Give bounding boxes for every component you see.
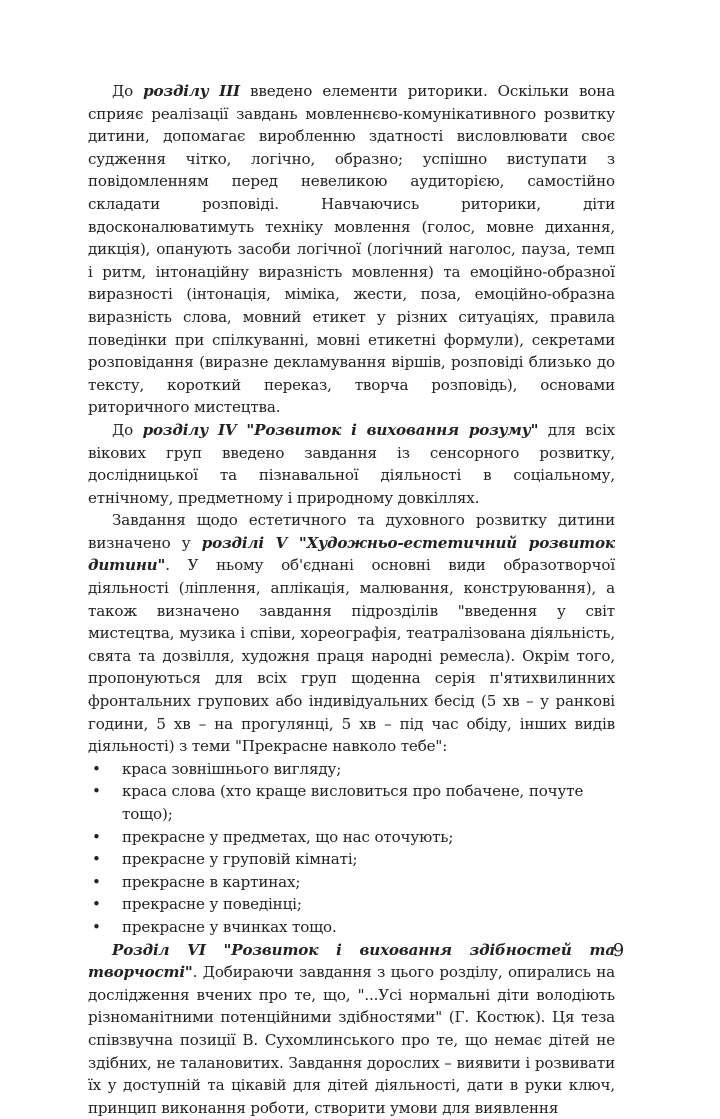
list-item: [92, 893, 615, 916]
paragraph-mind: [88, 419, 615, 509]
section-reference: розділі V "Художньо-естетичний розвиток дитини": [88, 533, 615, 575]
paragraph-rhetoric: [88, 80, 615, 419]
bullet-icon: •: [92, 782, 101, 801]
paragraph-text: введено елементи риторики. Оскільки вона сприяє реалізації завдань мовленнєво-комунікативного розвитку дитини, допомагає виробленню здатності висловлювати своє судження чітко, логічно, образно; успішно виступати з повідомленням перед невеликою аудиторією, самостійно складати розповіді. Навчаючись риторики, діти вдосконалюватимуть техніку мовлення (голос, мовне дихання, дикція), опанують засоби логічної (логічний наголос, пауза, темп і ритм, інтонаційну виразність мовлення) та емоційно-образної виразності (інтонація, міміка, жести, поза, емоційно-образна виразність слова, мовний етикет у різних ситуаціях, правила поведінки при спілкуванні, мовні етикетні формули), секретами розповідання (виразне декламування віршів, розповіді близько до тексту, короткий переказ, творча розповідь), основами риторичного мистецтва.: [88, 82, 615, 417]
paragraph-abilities: [88, 939, 615, 1119]
paragraph-text: До: [112, 420, 143, 439]
paragraph-text: До: [112, 82, 144, 100]
section-reference: розділу III: [143, 82, 240, 100]
bullet-icon: •: [92, 827, 101, 846]
list-item-text: прекрасне у груповій кімнаті;: [122, 850, 358, 869]
bullet-icon: •: [92, 917, 101, 936]
list-item-text: прекрасне в картинах;: [122, 872, 301, 891]
list-item-text: прекрасне у поведінці;: [122, 895, 302, 914]
list-item: [92, 780, 615, 825]
paragraph-text: Завдання щодо естетичного та духовного розвитку дитини визначено у: [88, 511, 615, 552]
bullet-icon: •: [92, 895, 101, 914]
paragraph-text: . Добираючи завдання з цього розділу, опирались на дослідження вчених про те, що, "...Усі нормальні діти володіють різноманітними потенційними здібностями" (Г. Костюк). Ця теза співзвучна позиції В. Сухомлинського про те, що немає дітей не здібних, не талановитих. Завдання дорослих – виявити і розвивати їх у доступній та цікавій для дітей діяльності, дати в руки ключ, принцип виконання роботи, створити умови для виявлення: [88, 963, 615, 1117]
list-item-text: краса зовнішнього вигляду;: [122, 759, 342, 778]
list-item: [92, 848, 615, 871]
paragraph-text: . У ньому об'єднані основні види образотворчої діяльності (ліплення, аплікація, малювання, конструювання), а також визначено завдання підрозділів "введення у світ мистецтва, музика і співи, хореографія, театралізована діяльність, свята та дозвілля, художня праця народні ремесла). Окрім того, пропонуються для всіх груп щоденна серія п'ятихвилинних фронтальних групових або індивідуальних бесід (5 хв – у ранкові години, 5 хв – на прогулянці, 5 хв – під час обіду, інших видів діяльності) з теми "Прекрасне навколо тебе":: [88, 556, 615, 756]
bullet-icon: •: [92, 759, 101, 778]
list-item-text: прекрасне у вчинках тощо.: [122, 917, 337, 936]
beauty-topics-list: [88, 758, 615, 939]
list-item-text: прекрасне у предметах, що нас оточують;: [122, 827, 454, 846]
list-item: [92, 916, 615, 939]
paragraph-aesthetic: [88, 509, 615, 758]
page-number: 9: [612, 940, 624, 961]
bullet-icon: •: [92, 850, 101, 869]
section-reference: розділу IV "Розвиток і виховання розуму": [142, 420, 539, 439]
list-item: [92, 826, 615, 849]
list-item: [92, 871, 615, 894]
bullet-icon: •: [92, 872, 101, 891]
section-reference: Розділ VI "Розвиток і виховання здібностей та творчості": [88, 940, 615, 982]
paragraph-text: для всіх вікових груп введено завдання із сенсорного розвитку, дослідницької та пізнавальної діяльності в соціальному, етнічному, предметному і природному довкіллях.: [88, 420, 615, 507]
list-item: [92, 758, 615, 781]
list-item-text: краса слова (хто краще висловиться про побачене, почуте тощо);: [122, 782, 584, 823]
